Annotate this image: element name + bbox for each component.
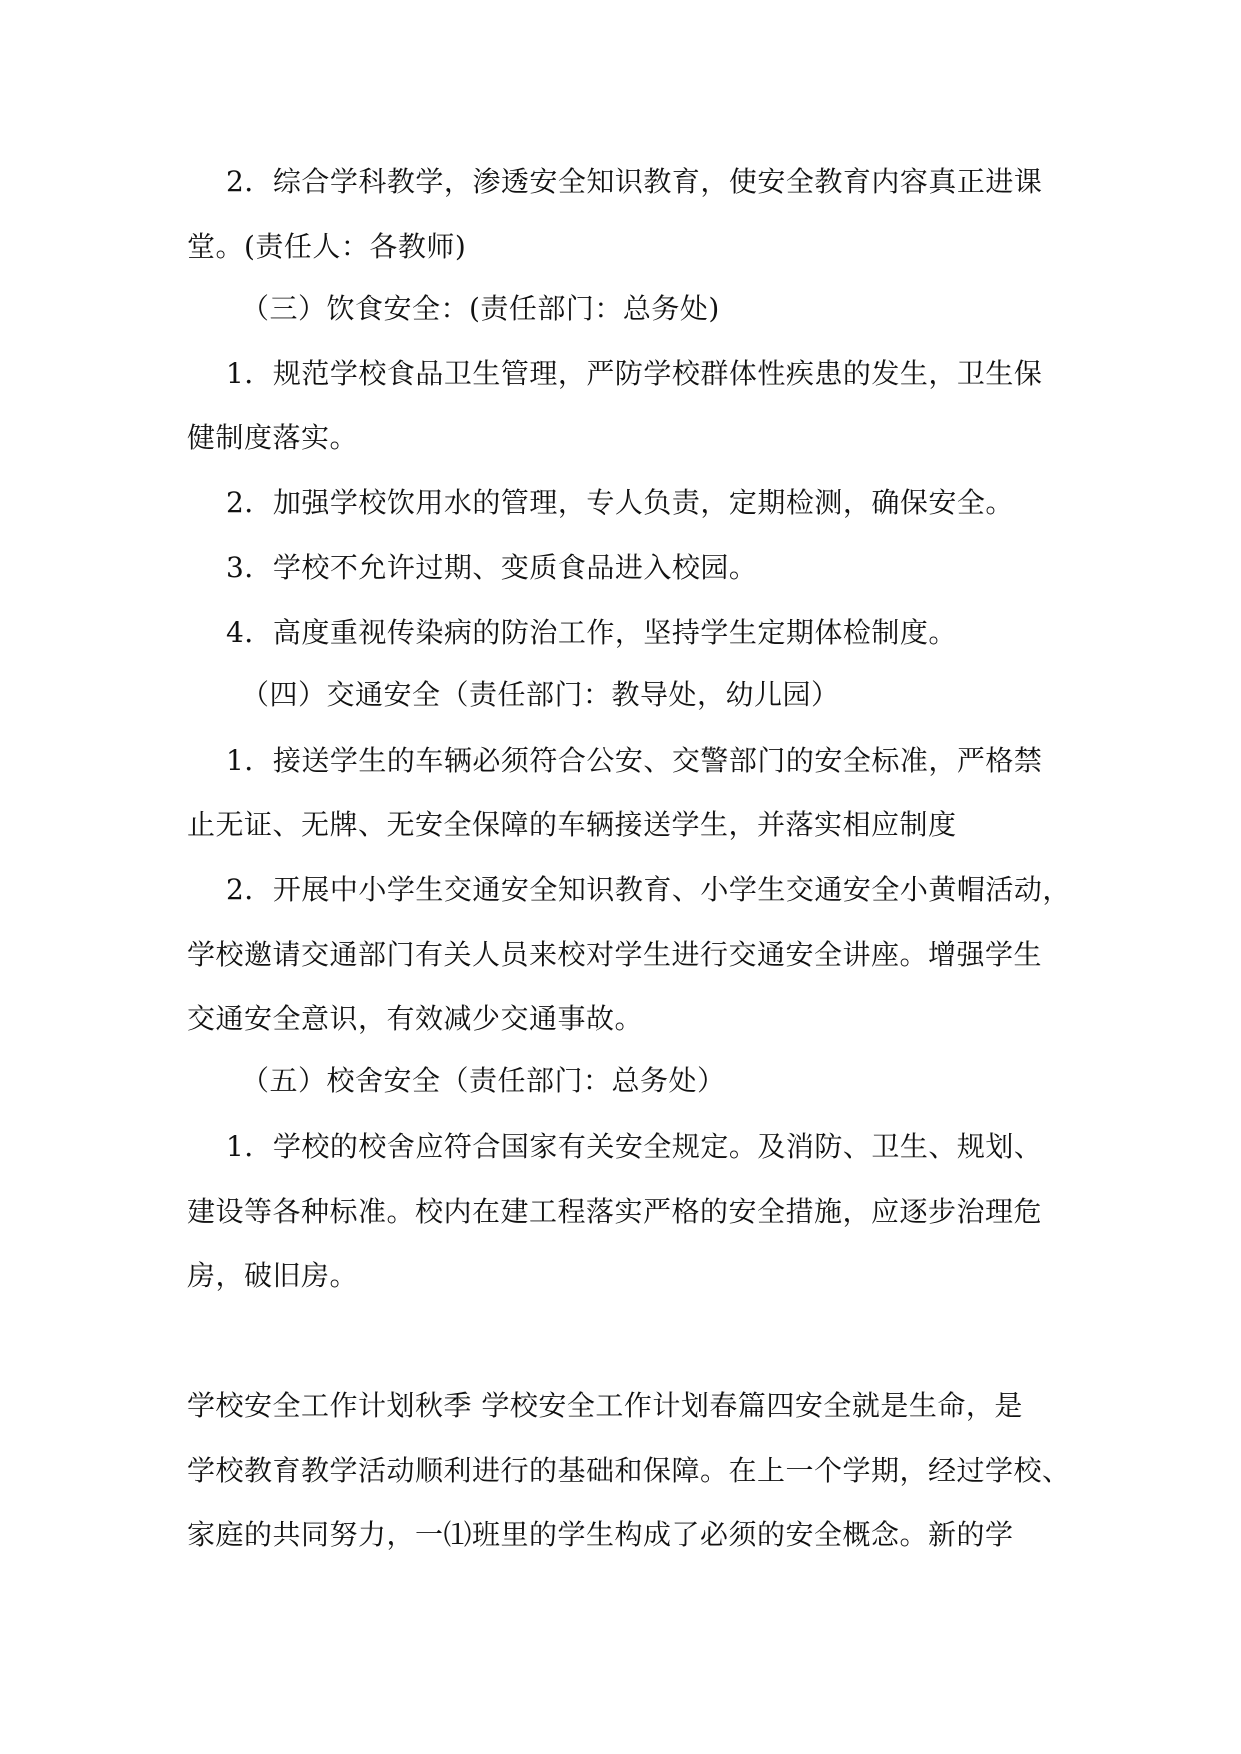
paragraph-line: 堂。(责任人：各教师) — [187, 230, 467, 263]
paragraph-line: 1．规范学校食品卫生管理，严防学校群体性疾患的发生，卫生保 — [226, 357, 1043, 390]
paragraph-line: 家庭的共同努力，一⑴班里的学生构成了必须的安全概念。新的学 — [187, 1518, 1014, 1551]
paragraph-line: 学校安全工作计划秋季 学校安全工作计划春篇四安全就是生命，是 — [187, 1389, 1023, 1422]
paragraph-line: 学校邀请交通部门有关人员来校对学生进行交通安全讲座。增强学生 — [187, 938, 1043, 971]
paragraph-line: 止无证、无牌、无安全保障的车辆接送学生，并落实相应制度 — [187, 808, 957, 841]
paragraph-line: 学校教育教学活动顺利进行的基础和保障。在上一个学期，经过学校、 — [187, 1454, 1071, 1487]
paragraph-line: 2．开展中小学生交通安全知识教育、小学生交通安全小黄帽活动， — [226, 873, 1071, 906]
paragraph-line: 3．学校不允许过期、变质食品进入校园。 — [226, 551, 758, 584]
paragraph-line: 健制度落实。 — [187, 421, 359, 454]
paragraph-line: 房，破旧房。 — [187, 1259, 359, 1292]
section-heading-traffic-safety: （四）交通安全（责任部门：教导处，幼儿园） — [241, 678, 840, 711]
paragraph-line: 1．接送学生的车辆必须符合公安、交警部门的安全标准，严格禁 — [226, 744, 1043, 777]
paragraph-line: 2．加强学校饮用水的管理，专人负责，定期检测，确保安全。 — [226, 486, 1014, 519]
paragraph-line: 4．高度重视传染病的防治工作，坚持学生定期体检制度。 — [226, 616, 957, 649]
paragraph-line: 1．学校的校舍应符合国家有关安全规定。及消防、卫生、规划、 — [226, 1130, 1043, 1163]
paragraph-line: 交通安全意识，有效减少交通事故。 — [187, 1002, 644, 1035]
section-heading-food-safety: （三）饮食安全：(责任部门：总务处) — [241, 292, 720, 325]
paragraph-line: 2．综合学科教学，渗透安全知识教育，使安全教育内容真正进课 — [226, 165, 1043, 198]
paragraph-line: 建设等各种标准。校内在建工程落实严格的安全措施，应逐步治理危 — [187, 1195, 1043, 1228]
section-heading-building-safety: （五）校舍安全（责任部门：总务处） — [241, 1064, 726, 1097]
